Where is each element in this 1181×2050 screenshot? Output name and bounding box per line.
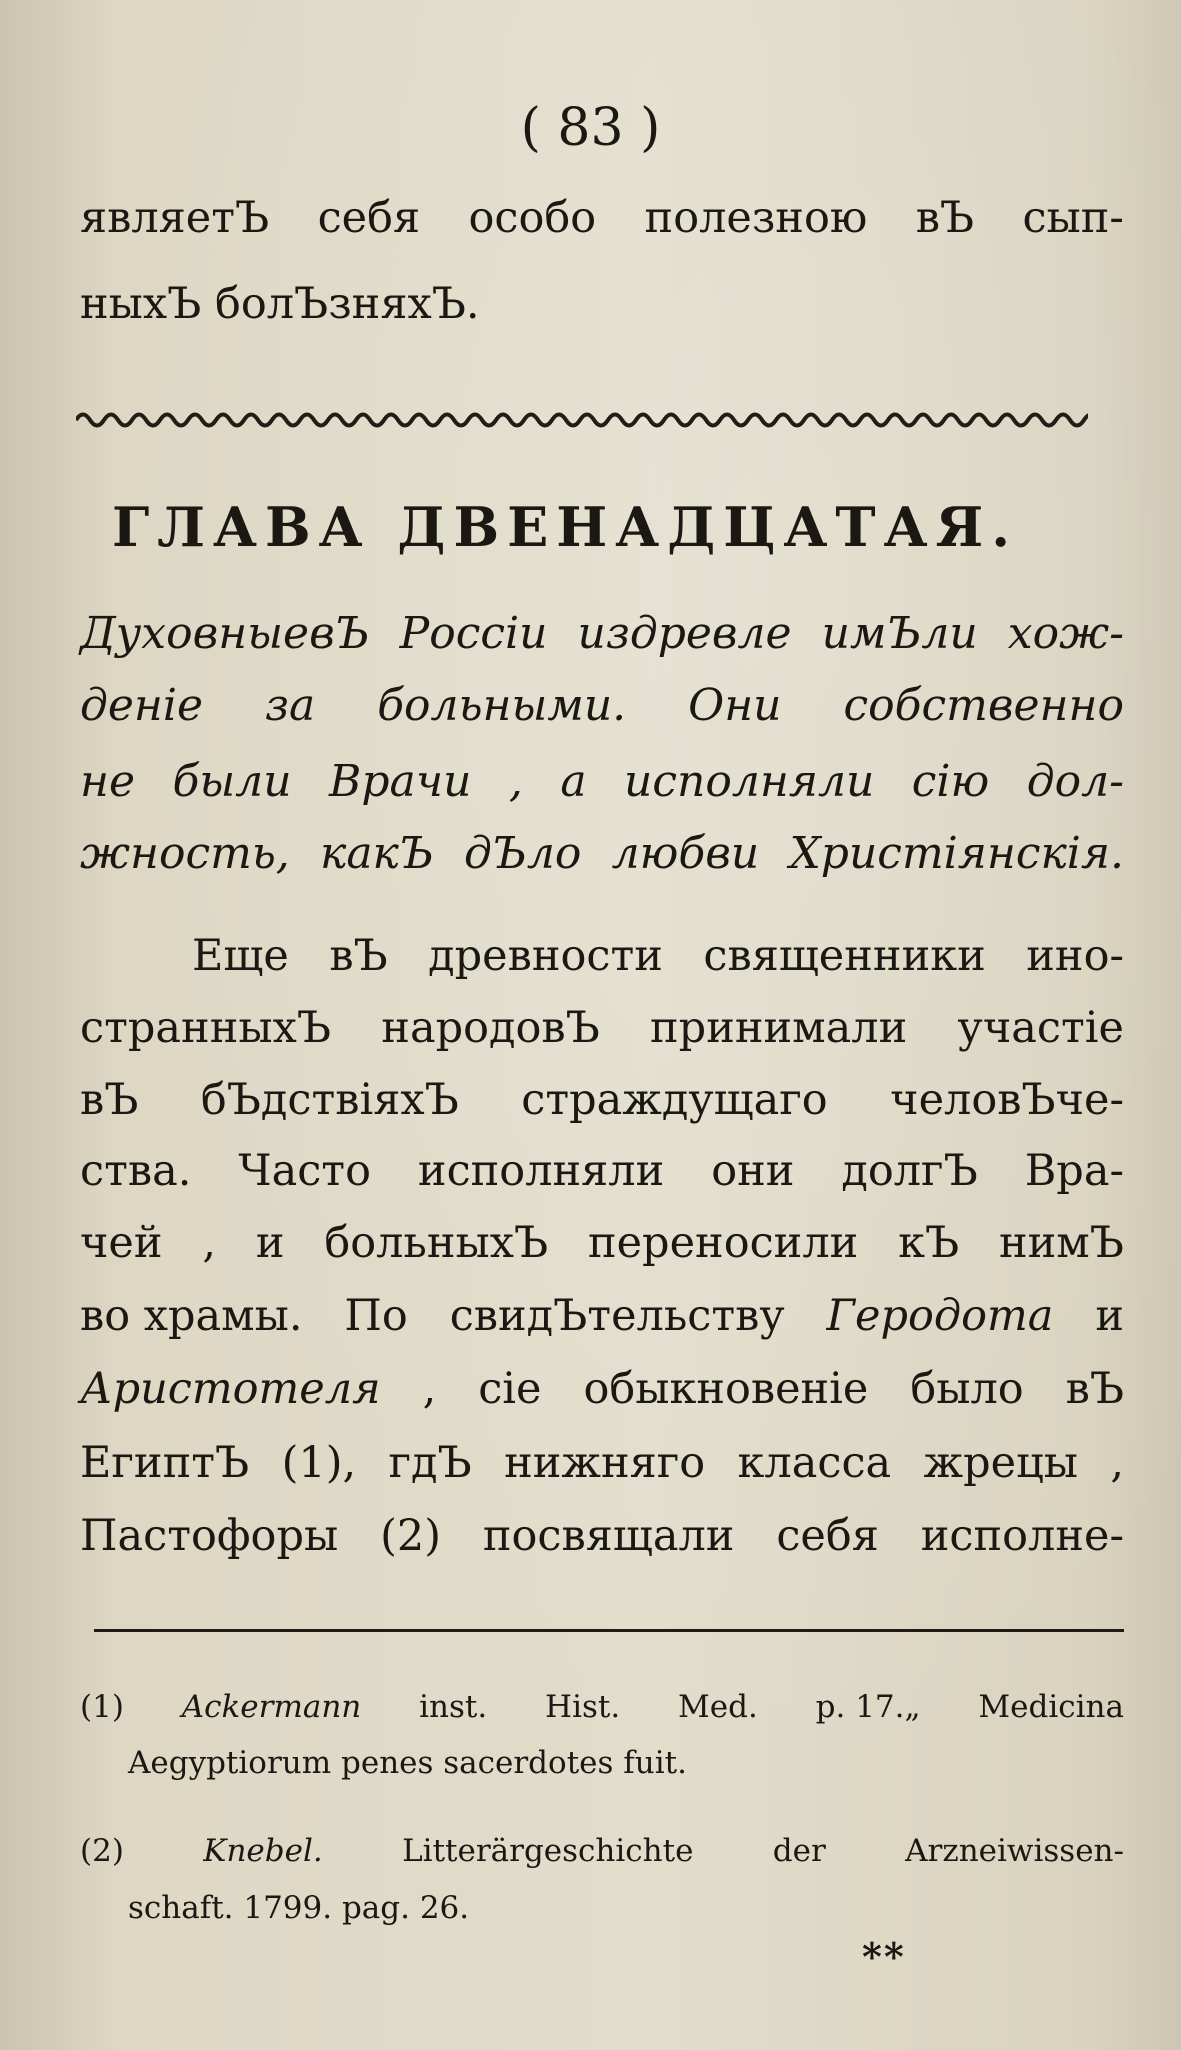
word: обыкновеніе — [583, 1364, 869, 1414]
word: были — [172, 756, 292, 807]
word: Пастофоры — [80, 1511, 339, 1561]
word: исполне- — [920, 1511, 1124, 1561]
word: и — [1095, 1291, 1124, 1341]
word: они — [711, 1146, 795, 1196]
footnote-author: Knebel. — [203, 1833, 323, 1869]
word: участіе — [957, 1003, 1124, 1053]
word: вЪ — [329, 931, 388, 981]
chapter-summary-line-4 — [80, 828, 1124, 879]
paragraph-line-3 — [80, 1075, 1124, 1125]
word: ства. — [80, 1146, 192, 1196]
word: себя — [317, 193, 421, 243]
word: ЕгиптЪ — [80, 1438, 250, 1488]
footnote-ref-1: (1), — [281, 1438, 357, 1488]
footnote-1-line-1 — [80, 1689, 1124, 1725]
paragraph-line-2 — [80, 1003, 1124, 1053]
word: странныхЪ — [80, 1003, 331, 1053]
word: древности — [428, 931, 663, 981]
word: Они — [688, 680, 782, 731]
word: народовЪ — [381, 1003, 600, 1053]
paragraph-line-4 — [80, 1146, 1124, 1196]
footnote-marker: (1) — [80, 1689, 124, 1725]
word: нимЪ — [998, 1218, 1124, 1268]
chapter-summary-line-1 — [80, 608, 1124, 659]
word: нижняго — [504, 1438, 706, 1488]
word: издревле — [577, 608, 792, 659]
word: чей — [80, 1218, 163, 1268]
word: принимали — [650, 1003, 908, 1053]
word: полезною — [644, 193, 868, 243]
word: хож- — [1007, 608, 1124, 659]
word: исполняли — [624, 756, 875, 807]
word: за — [265, 680, 316, 731]
word: сып- — [1022, 193, 1124, 243]
word: вЪ — [915, 193, 975, 243]
word: себя — [776, 1511, 879, 1561]
word: дЪло — [464, 828, 582, 879]
word: ино- — [1026, 931, 1124, 981]
word: какЪ — [320, 828, 434, 879]
name-herodotus: Геродота — [826, 1291, 1054, 1341]
word: , — [422, 1364, 437, 1414]
word: не — [80, 756, 136, 807]
word: Христіянскія. — [789, 828, 1124, 879]
continuation-line-1 — [80, 193, 1124, 243]
word: , — [508, 756, 523, 807]
word: во храмы. — [80, 1291, 303, 1341]
word: Еще — [192, 931, 289, 981]
word: бЪдствіяхЪ — [200, 1075, 459, 1125]
word: , — [202, 1218, 217, 1268]
paragraph-line-1 — [192, 931, 1124, 981]
word: Часто — [238, 1146, 371, 1196]
word: и — [255, 1218, 285, 1268]
footnote-2-line-2: schaft. 1799. pag. 26. — [128, 1890, 470, 1926]
paragraph-line-8 — [80, 1438, 1124, 1488]
word: особо — [468, 193, 597, 243]
paragraph-line-5 — [80, 1218, 1124, 1268]
footnote-author: Ackermann — [181, 1689, 362, 1725]
word: вЪ — [80, 1075, 139, 1125]
word: жность, — [80, 828, 290, 879]
word: исполняли — [417, 1146, 665, 1196]
word: человЪче- — [890, 1075, 1124, 1125]
word: долгЪ — [841, 1146, 978, 1196]
word: деніе — [80, 680, 204, 731]
word: кЪ — [898, 1218, 960, 1268]
page-number: ( 83 ) — [520, 98, 661, 158]
word: священники — [703, 931, 986, 981]
word: Врачи — [328, 756, 472, 807]
word: По — [344, 1291, 408, 1341]
chapter-summary-line-2 — [80, 680, 1124, 731]
word: inst. — [419, 1689, 488, 1725]
footnote-1-line-2: Aegyptiorum penes sacerdotes fuit. — [128, 1745, 687, 1781]
word: гдЪ — [388, 1438, 472, 1488]
word: Litterärgeschichte — [402, 1833, 694, 1869]
chapter-heading: ГЛАВА ДВЕНАДЦАТАЯ. — [112, 495, 1019, 559]
word: посвящали — [482, 1511, 735, 1561]
word: Вра- — [1024, 1146, 1124, 1196]
word: p. 17.„ — [815, 1689, 921, 1725]
word: свидЪтельству — [449, 1291, 785, 1341]
paragraph-line-6 — [80, 1291, 1124, 1341]
word: сіе — [478, 1364, 542, 1414]
footnote-rule — [94, 1629, 1124, 1632]
word: жрецы — [923, 1438, 1078, 1488]
word: переносили — [587, 1218, 859, 1268]
footnote-ref-2: (2) — [380, 1511, 441, 1561]
footnote-2-line-1 — [80, 1833, 1124, 1869]
paragraph-line-7 — [80, 1364, 1124, 1414]
word: являетЪ — [80, 193, 270, 243]
word: страждущаго — [521, 1075, 828, 1125]
word: класса — [737, 1438, 892, 1488]
footnote-marker: (2) — [80, 1833, 124, 1869]
word: а — [560, 756, 587, 807]
continuation-line-2: ныхЪ болЪзняхЪ. — [80, 279, 480, 329]
word: дол- — [1026, 756, 1124, 807]
word: больными. — [377, 680, 627, 731]
word: собственно — [843, 680, 1124, 731]
word: Medicina — [978, 1689, 1124, 1725]
word: ДуховныевЪ — [80, 608, 370, 659]
paragraph-line-9 — [80, 1511, 1124, 1561]
word: Arzneiwissen- — [905, 1833, 1124, 1869]
word: der — [772, 1833, 826, 1869]
word: больныхЪ — [324, 1218, 549, 1268]
word: вЪ — [1065, 1364, 1124, 1414]
signature-mark: ** — [862, 1934, 906, 1979]
word: было — [910, 1364, 1024, 1414]
word: сію — [911, 756, 990, 807]
word: , — [1110, 1438, 1124, 1488]
word: имЪли — [821, 608, 978, 659]
chapter-summary-line-3 — [80, 756, 1124, 807]
word: Россіи — [399, 608, 548, 659]
word: любви — [611, 828, 760, 879]
word: Med. — [678, 1689, 758, 1725]
name-aristotle: Аристотеля — [80, 1364, 381, 1414]
word: Hist. — [545, 1689, 621, 1725]
ornamental-divider — [76, 400, 1088, 432]
